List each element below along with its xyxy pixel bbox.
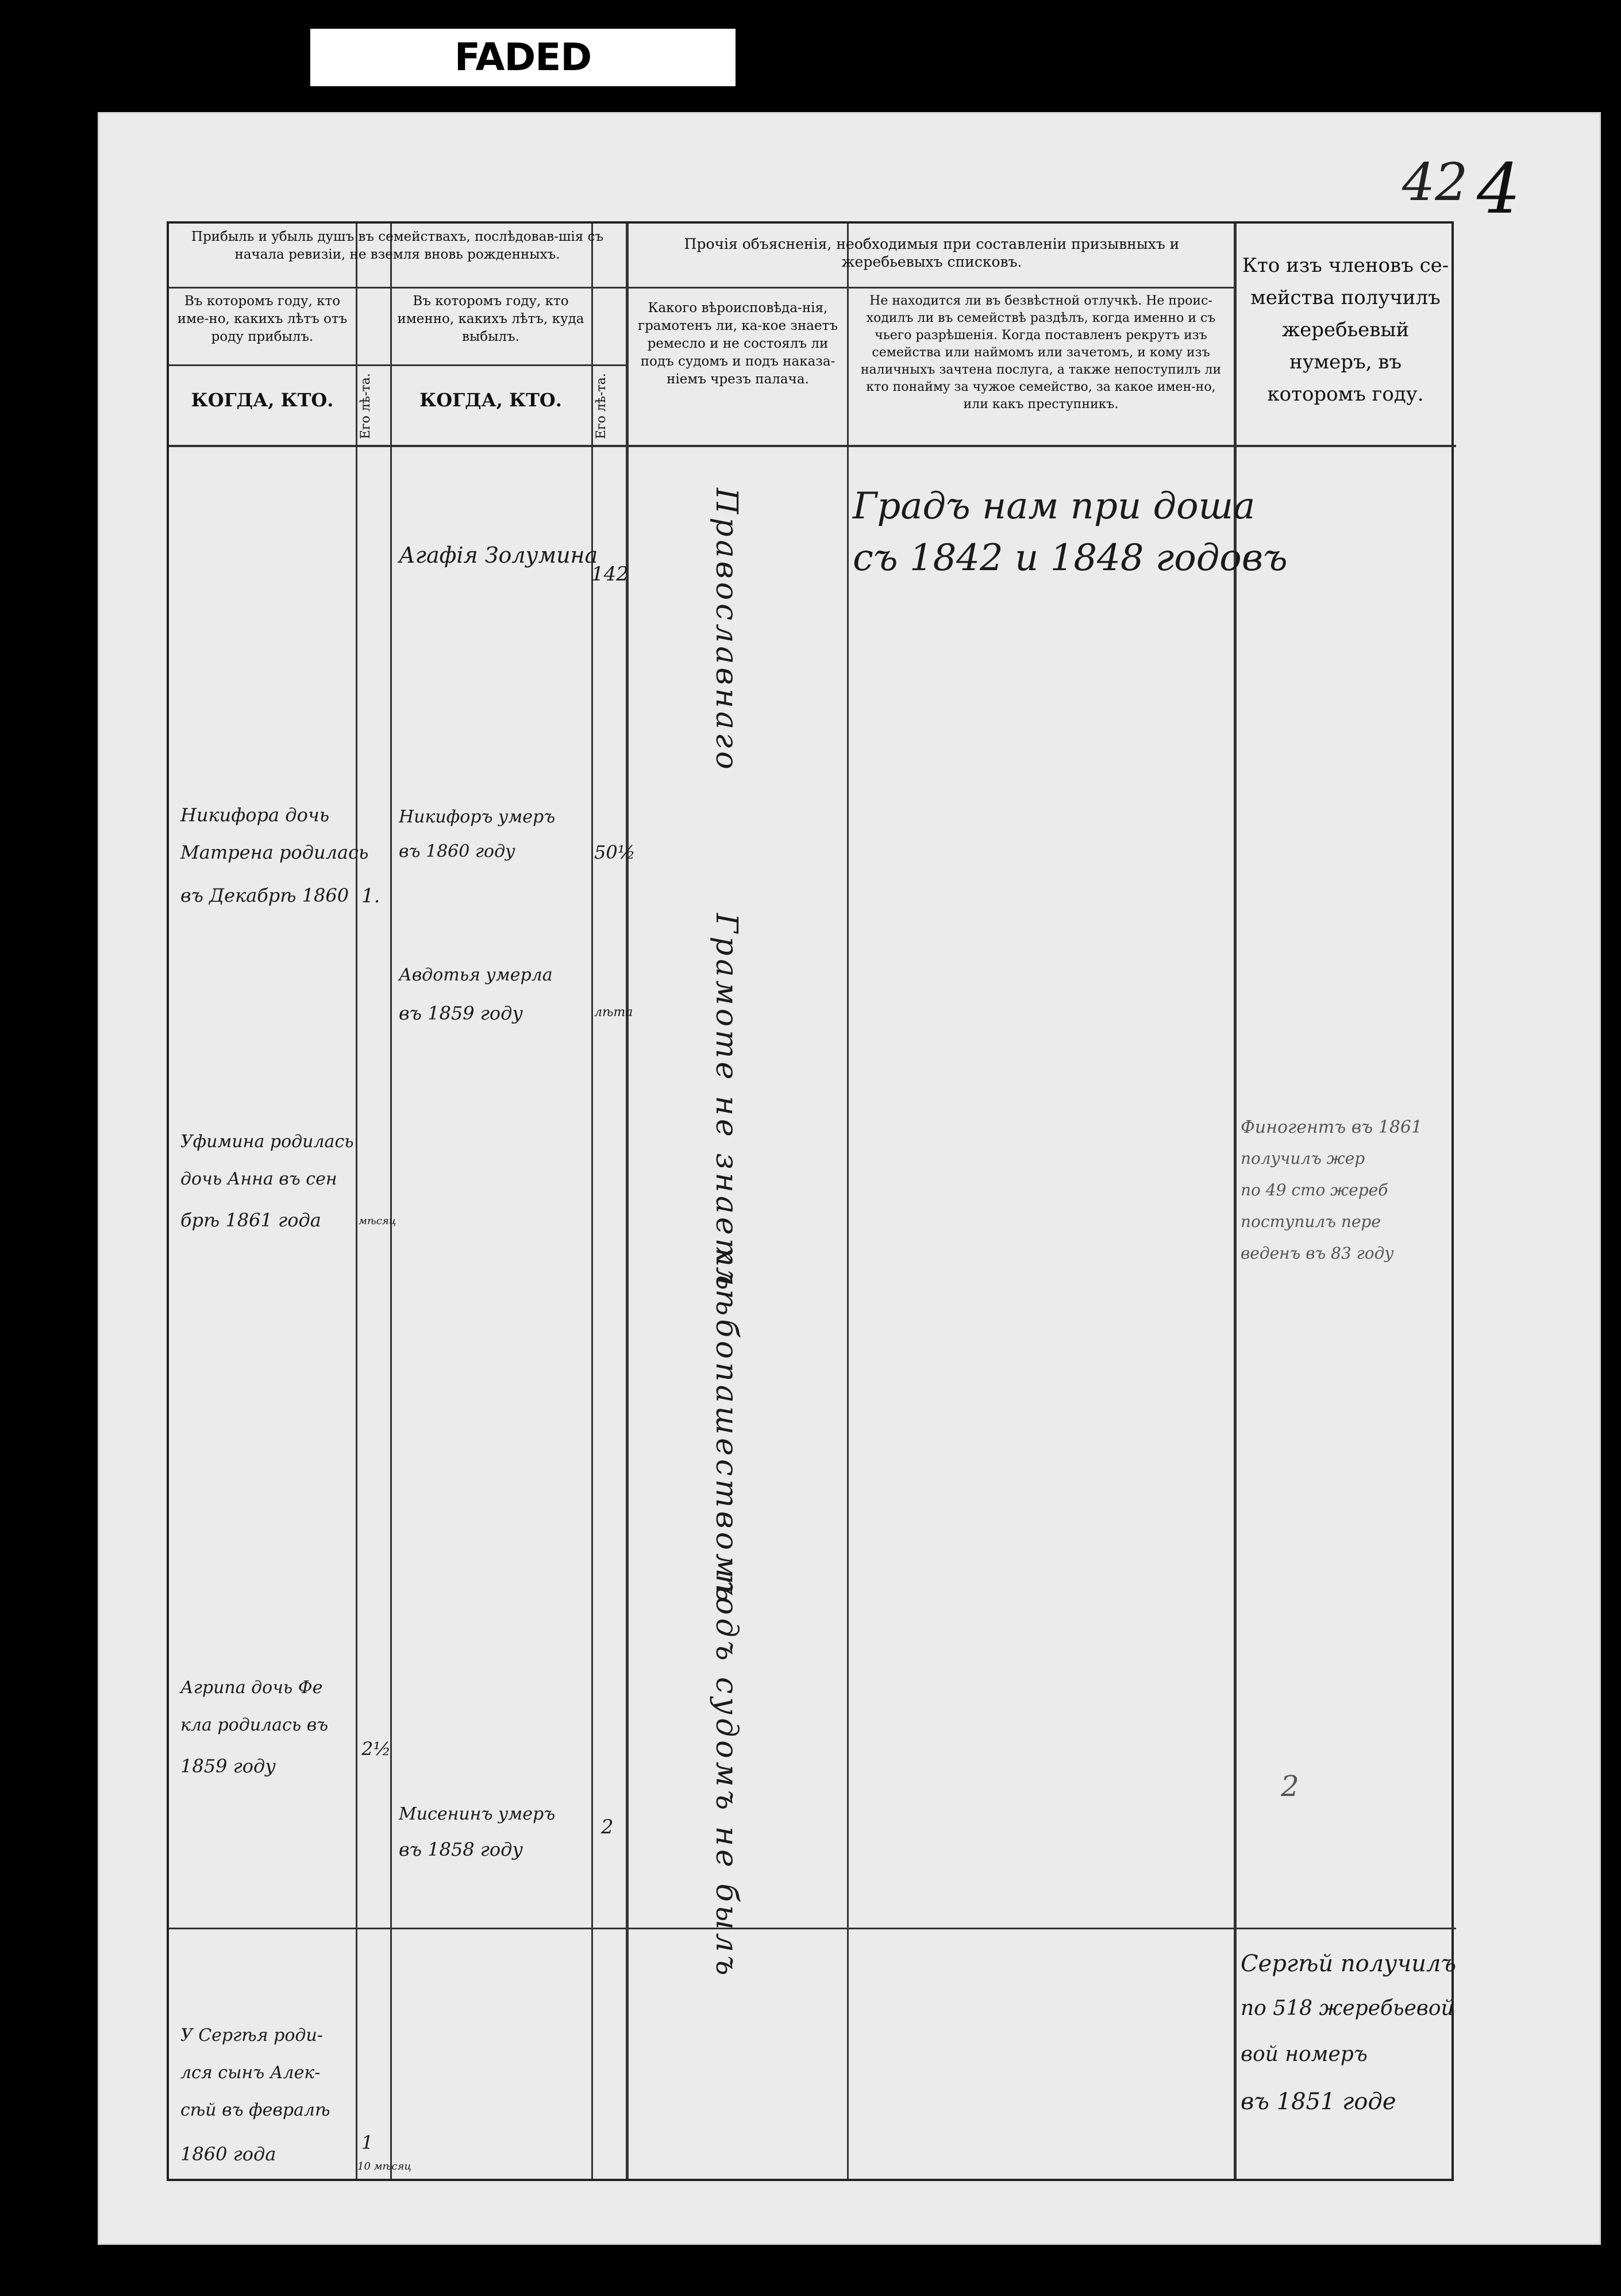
religion-vertical-1: Православнаго <box>709 488 744 773</box>
arrived-entry-3-age: 2½ <box>361 1738 391 1760</box>
header-age-1: Его лѣ-та. <box>359 373 373 439</box>
departed-entry-3-age: лѣта <box>594 1005 633 1020</box>
lottery-note-2d: въ 1851 годе <box>1241 2089 1396 2115</box>
family-separator-line <box>169 1928 1456 1929</box>
arrived-entry-4a: У Сергѣя роди- <box>180 2025 323 2045</box>
departed-entry-3a: Авдотья умерла <box>399 965 553 985</box>
departed-entry-2-age: 50½ <box>594 841 636 863</box>
header-line-bottom-right <box>1234 445 1456 447</box>
lottery-note-1b: получилъ жер <box>1241 1149 1365 1168</box>
col-line-age1 <box>356 224 357 2179</box>
header-group-mid: Прочія объясненія, необходимыя при составленіи призывныхъ и жеребьевыхъ списковъ. <box>684 236 1180 270</box>
header-line-mid <box>626 287 1234 289</box>
col-line-absence <box>847 224 849 2179</box>
departed-entry-2a: Никифоръ умеръ <box>399 807 556 827</box>
arrived-entry-3b: кла родилась въ <box>180 1715 329 1735</box>
header-religion: Какого вѣроисповѣда-нія, грамотенъ ли, ка-кое знаетъ ремесло и не состоялъ ли подъ судомъ и подъ наказа-ніемъ чрезъ палача. <box>638 301 838 387</box>
arrived-entry-2-age: мѣсяц <box>359 1215 396 1227</box>
lottery-note-1e: веденъ въ 83 году <box>1241 1244 1394 1263</box>
arrived-entry-2c: брѣ 1861 года <box>180 1209 321 1231</box>
arrived-entry-2a: Уфимина родилась <box>180 1132 354 1152</box>
departed-entry-4-age: 2 <box>601 1816 614 1839</box>
header-line-bottom <box>169 445 1234 447</box>
col-line-age2 <box>591 224 593 2179</box>
header-when-who-2: КОГДА, КТО. <box>419 389 562 411</box>
header-departed: Въ которомъ году, кто именно, какихъ лѣтъ, куда выбылъ. <box>397 294 584 344</box>
arrived-entry-1-age: 1. <box>361 884 380 907</box>
faded-document-banner: FADED <box>310 29 736 86</box>
religion-vertical-3: хлѣбопашествомъ <box>709 1247 744 1605</box>
arrived-entry-4c: сѣй въ февралѣ <box>180 2100 330 2120</box>
header-line-left <box>169 287 626 289</box>
arrived-entry-1a: Никифора дочь <box>180 804 330 826</box>
header-group-left: Прибыль и убыль душъ въ семействахъ, послѣдовав-шія съ начала ревизіи, не вземля вновь рожденныхъ. <box>191 229 604 262</box>
arrived-entry-2b: дочь Анна въ сен <box>180 1169 337 1189</box>
header-age-2: Его лѣ-та. <box>594 373 609 439</box>
departed-entry-2b: въ 1860 году <box>399 841 515 862</box>
lottery-note-1d: поступилъ пере <box>1241 1212 1381 1231</box>
folio-number: 42 <box>1402 152 1468 213</box>
lottery-note-2c: вой номеръ <box>1241 2043 1368 2066</box>
religion-vertical-4: подъ судомъ не былъ <box>709 1574 744 1979</box>
header-lottery: Кто изъ членовъ се-мейства получилъ жеребьевый нумеръ, въ которомъ году. <box>1242 254 1449 406</box>
arrived-entry-4d: 1860 года <box>180 2143 276 2165</box>
folio-mark: 4 <box>1477 149 1521 229</box>
lottery-note-2b: по 518 жеребьевой <box>1241 1997 1454 2020</box>
small-mark: 2 <box>1281 1770 1299 1803</box>
departed-entry-4b: въ 1858 году <box>399 1839 523 1860</box>
religion-vertical-2: Грамоте не знаетъ <box>709 913 744 1294</box>
arrived-entry-3a: Агрипа дочь Фе <box>180 1678 323 1698</box>
header-line-sub <box>169 364 626 366</box>
lottery-note-1c: по 49 сто жереб <box>1241 1180 1388 1199</box>
lottery-note-2a: Сергѣй получилъ <box>1241 1951 1457 1977</box>
departed-entry-4a: Мисенинъ умеръ <box>399 1804 556 1824</box>
absence-note-1: Градъ нам при доша <box>853 485 1256 528</box>
arrived-entry-3c: 1859 году <box>180 1755 276 1777</box>
arrived-entry-4-age: 1 <box>361 2132 374 2153</box>
absence-note-2: съ 1842 и 1848 годовъ <box>853 537 1288 579</box>
departed-entry-3b: въ 1859 году <box>399 1002 523 1024</box>
arrived-entry-4b: лся сынъ Алек- <box>180 2063 321 2083</box>
departed-entry-1: Агафія Золумина <box>399 543 598 568</box>
arrived-entry-4-age2: 10 мѣсяц <box>357 2160 411 2172</box>
header-when-who-1: КОГДА, КТО. <box>191 389 334 411</box>
table-frame <box>167 221 1457 2181</box>
arrived-entry-1c: въ Декабрѣ 1860 <box>180 884 349 906</box>
departed-entry-1-age: 142 <box>591 563 629 586</box>
arrived-entry-1b: Матрена родилась <box>180 841 369 863</box>
lottery-note-1a: Финогентъ въ 1861 <box>1241 1117 1423 1137</box>
header-arrived: Въ которомъ году, кто име-но, какихъ лѣтъ отъ роду прибылъ. <box>177 294 348 344</box>
header-absence: Не находится ли въ безвѣстной отлучкѣ. Не проис-ходилъ ли въ семействѣ раздѣлъ, когда именно и съ чьего разрѣшенія. Когда поставленъ рекрутъ изъ семейства или наймомъ или зачетомъ, и кому изъ наличныхъ зачтена послуга, а также непоступилъ ли кто понаймy за чужое семейство, за какое имен-но, или какъ преступникъ. <box>860 294 1222 411</box>
col-line-departed <box>390 224 392 2179</box>
col-line-religion <box>626 224 629 2179</box>
